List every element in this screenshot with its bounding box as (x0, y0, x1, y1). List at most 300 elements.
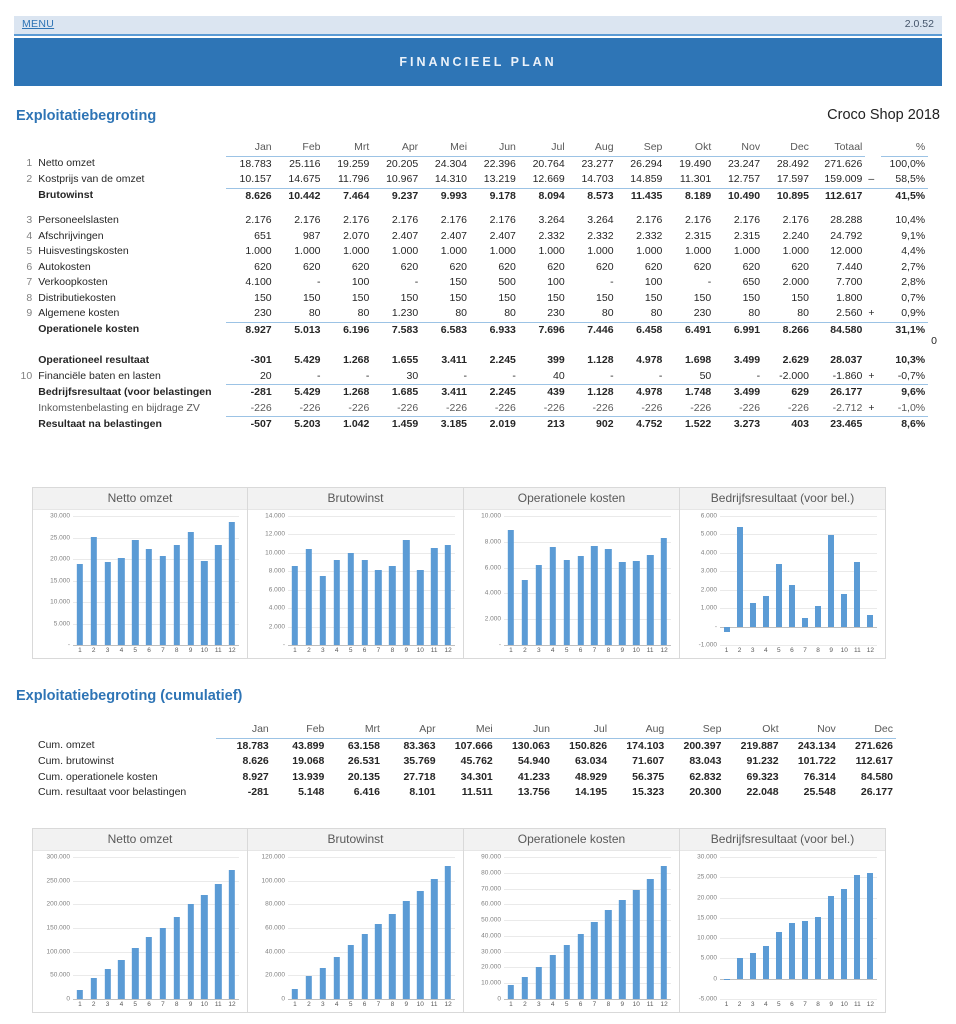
bar-slot (733, 516, 746, 645)
bar-slot (344, 857, 358, 999)
col-sep: Sep (667, 722, 724, 738)
table-row (16, 785, 896, 801)
bar-slot (330, 516, 344, 645)
cell-value: 403 (763, 417, 812, 433)
bar (508, 530, 514, 645)
bar (619, 900, 625, 999)
bar-slot (864, 857, 877, 999)
cell-value: 150 (351, 291, 370, 304)
col-label (35, 140, 226, 156)
bar (375, 570, 381, 645)
cell-value: 7.583 (372, 322, 421, 338)
cell-value: 620 (644, 260, 663, 273)
cell-value: 620 (351, 260, 370, 273)
bar (737, 958, 743, 979)
cell-value: -2.000 (779, 369, 809, 382)
bar-slot (518, 516, 532, 645)
cell-value: 987 (302, 229, 321, 242)
bar (737, 527, 743, 627)
cell-value: 11.435 (617, 188, 666, 204)
bar-slot (413, 516, 427, 645)
row-number: 10 (20, 369, 33, 382)
cell-value: -226 (543, 401, 565, 414)
bar-series (504, 857, 671, 999)
col-nov: Nov (782, 722, 839, 738)
bar (724, 979, 730, 980)
cell-value: 150 (596, 291, 614, 304)
cell-value: -281 (247, 786, 269, 798)
cell-value: 25.548 (803, 786, 836, 798)
x-tick-label: 7 (803, 647, 807, 654)
bar-slot (197, 516, 211, 645)
cell-value: 24.304 (434, 157, 468, 170)
plot-area (73, 857, 239, 999)
bar (229, 870, 235, 999)
cell-value: 25.116 (289, 157, 321, 170)
cell-value: 650 (742, 276, 761, 288)
bar-slot (225, 857, 239, 999)
cell-value: 7.696 (519, 322, 568, 338)
menu-link[interactable]: MENU (22, 18, 55, 30)
bar (724, 627, 730, 632)
x-tick-label: 10 (416, 647, 424, 654)
col-jan: Jan (216, 722, 272, 738)
chart-title: Operationele kosten (464, 488, 679, 510)
cell-value: 1.230 (391, 307, 419, 319)
bar (146, 937, 152, 999)
bar-slot (629, 857, 643, 999)
row-label: Cum. omzet (38, 739, 95, 752)
cell-value: 2.176 (684, 214, 712, 226)
cell-value: 150 (400, 291, 419, 304)
cell-sign (865, 213, 880, 229)
exploitatiebegroting-table (16, 140, 940, 433)
cell-percent: 10,3% (895, 354, 926, 366)
cell-value: 107.666 (439, 738, 496, 754)
cell-value: 3.185 (421, 417, 470, 433)
cell-value: 219.887 (724, 738, 781, 754)
bar (215, 884, 221, 999)
x-axis (288, 1001, 455, 1008)
x-tick-label: 1 (509, 1001, 513, 1008)
col-label (16, 722, 216, 738)
y-tick-label: - (67, 641, 70, 649)
cell-value: 15.323 (632, 786, 665, 798)
cell-value: 20.135 (347, 770, 380, 783)
col-feb: Feb (275, 140, 324, 156)
x-tick-label: 12 (660, 647, 668, 654)
cell-value: 150 (498, 291, 516, 304)
y-tick-label: 10.000 (50, 598, 70, 606)
x-tick-label: 7 (592, 1001, 597, 1008)
cell-value: 45.762 (460, 755, 493, 767)
row-number (16, 322, 35, 338)
bar (563, 560, 569, 645)
cell-total: 1.800 (836, 291, 863, 304)
cell-value: 150.826 (553, 738, 610, 754)
x-tick-label: 11 (853, 647, 861, 654)
cell-value: 19.068 (292, 755, 325, 767)
cell-value: 69.323 (746, 770, 779, 783)
bar (647, 879, 653, 999)
cell-value: 6.458 (617, 322, 666, 338)
y-tick-label: 0 (497, 995, 501, 1003)
bar-slot (825, 516, 838, 645)
cell-value: 14.675 (288, 173, 321, 185)
cell-value: 5.203 (275, 417, 324, 433)
row-number: 9 (26, 307, 33, 320)
bar-slot (184, 516, 198, 645)
x-tick-label: 9 (404, 1001, 409, 1008)
cell-value: 13.219 (483, 173, 516, 185)
cell-total: 24.792 (830, 229, 863, 242)
y-axis (254, 512, 288, 649)
x-tick-label: 6 (147, 1001, 151, 1008)
cell-value: 20 (259, 369, 272, 382)
x-tick-label: 11 (214, 647, 222, 654)
cell-value: 8.573 (568, 188, 617, 204)
col-rownum (16, 140, 35, 156)
table-row (16, 156, 940, 172)
bar (118, 558, 124, 645)
y-tick-label: 2.000 (484, 615, 501, 623)
cell-value: 83.043 (689, 755, 722, 767)
y-tick-label: 100.000 (46, 948, 70, 956)
x-tick-label: 3 (105, 1001, 110, 1008)
bar-slot (518, 857, 532, 999)
x-tick-label: 6 (147, 647, 151, 654)
cell-value: 150 (449, 291, 468, 304)
cell-value: 2.176 (245, 214, 272, 226)
cell-value: 150 (254, 291, 272, 304)
cell-value: 30 (406, 369, 419, 382)
cell-total: 84.580 (812, 322, 865, 338)
x-axis (73, 1001, 239, 1008)
cell-value: 14.859 (630, 173, 663, 185)
row-label: Financiële baten en lasten (38, 369, 161, 382)
bar-slot (372, 516, 386, 645)
cell-value: 2.245 (489, 354, 516, 366)
cell-value: 620 (254, 260, 272, 273)
x-tick-label: 3 (536, 1001, 541, 1008)
bar-slot (772, 516, 785, 645)
bar (536, 565, 542, 645)
bar (132, 540, 138, 645)
cell-value: 83.363 (383, 738, 439, 754)
y-tick-label: 0 (66, 995, 70, 1003)
col-jul: Jul (519, 140, 568, 156)
x-tick-label: 11 (646, 1001, 654, 1008)
bar-slot (601, 516, 615, 645)
section-title-exploitatiebegroting: Exploitatiebegroting (16, 108, 157, 124)
bar (91, 978, 97, 999)
x-axis (720, 1001, 877, 1008)
cell-value: 2.176 (489, 214, 516, 226)
bar-slot (441, 516, 455, 645)
y-tick-label: 25.000 (50, 534, 70, 541)
x-tick-label: 5 (348, 1001, 353, 1008)
chart-title: Brutowinst (248, 488, 463, 510)
cell-value: 56.375 (632, 770, 665, 783)
bar-slot (615, 516, 629, 645)
cell-sign (865, 229, 880, 245)
y-tick-label: 10.000 (481, 979, 501, 987)
y-tick-label: 90.000 (481, 853, 501, 861)
x-tick-label: 10 (840, 1001, 848, 1008)
x-tick-label: 9 (404, 647, 409, 654)
cell-value: 4.752 (617, 417, 666, 433)
cell-value: 10.442 (275, 188, 324, 204)
cell-value: 80 (455, 307, 468, 319)
bar (802, 618, 808, 626)
y-tick-label: 80.000 (481, 869, 501, 877)
cell-value: 62.832 (689, 770, 722, 783)
cell-value: 6.491 (665, 322, 714, 338)
row-number: 6 (26, 260, 33, 273)
bar-slot (399, 516, 413, 645)
cell-value: 13.939 (292, 770, 325, 783)
row-number: 8 (26, 291, 33, 304)
cell-value: -226 (250, 401, 272, 414)
cell-sign: – (868, 173, 875, 185)
table-row (16, 754, 896, 770)
col-apr: Apr (372, 140, 421, 156)
x-tick-label: 1 (724, 647, 729, 654)
cell-value: 14.195 (574, 786, 608, 798)
bar (750, 603, 756, 626)
x-tick-label: 7 (376, 1001, 381, 1008)
cell-sign (865, 385, 880, 401)
chart-title: Bedrijfsresultaat (voor bel.) (680, 488, 885, 510)
bar-slot (812, 516, 825, 645)
cell-value: 7.464 (324, 188, 373, 204)
bar-slot (142, 516, 156, 645)
bar (292, 989, 298, 999)
bar-slot (87, 857, 101, 999)
row-number: 7 (26, 276, 33, 288)
col-feb: Feb (272, 722, 328, 738)
cell-value: 1.000 (343, 245, 370, 257)
bar (389, 914, 395, 999)
bar-slot (101, 516, 115, 645)
chart-monthly-brutowinst (248, 487, 464, 659)
cell-value: 5.429 (294, 354, 321, 366)
cell-value: 5.429 (275, 385, 324, 401)
col-dec: Dec (763, 140, 812, 156)
y-tick-label: 10.000 (481, 512, 501, 520)
cell-value: 2.176 (782, 214, 809, 226)
y-axis (39, 853, 73, 1003)
cell-value: -226 (690, 401, 712, 414)
chart-monthly-operationele-kosten (464, 487, 680, 659)
row-number (16, 353, 35, 369)
chart-title: Operationele kosten (464, 829, 679, 851)
x-axis (504, 647, 671, 654)
cell-value: 6.196 (324, 322, 373, 338)
row-number (16, 417, 35, 433)
cell-total: 271.626 (824, 157, 863, 170)
cell-value: 6.933 (470, 322, 519, 338)
cell-percent: -0,7% (897, 369, 926, 382)
bar-series (288, 857, 455, 999)
bar (118, 960, 124, 999)
bar-slot (825, 857, 838, 999)
bar-slot (413, 857, 427, 999)
cell-sign (865, 353, 880, 369)
y-tick-label: 15.000 (50, 577, 70, 584)
row-label: Distributiekosten (38, 291, 116, 304)
bar-slot (657, 857, 671, 999)
zero-axis-line (504, 645, 671, 646)
cell-value: 2.315 (684, 229, 712, 242)
cell-value: 6.583 (421, 322, 470, 338)
cell-value: 10.895 (763, 188, 812, 204)
cell-value: -226 (446, 401, 468, 414)
x-tick-label: 5 (777, 647, 781, 654)
bar (306, 976, 312, 999)
x-tick-label: 9 (829, 647, 833, 654)
x-tick-label: 8 (816, 1001, 820, 1008)
bar (320, 576, 326, 645)
x-tick-label: 5 (777, 1001, 781, 1008)
bar (867, 615, 873, 627)
y-axis (470, 512, 504, 649)
bar-slot (427, 516, 441, 645)
bar (854, 562, 860, 626)
cell-value: 10.967 (386, 173, 419, 185)
x-tick-label: 8 (606, 1001, 611, 1008)
bar-slot (838, 857, 851, 999)
bar-slot (798, 516, 811, 645)
bar-slot (427, 857, 441, 999)
bar-slot (288, 857, 302, 999)
bar-slot (211, 516, 225, 645)
cell-value: 629 (763, 385, 812, 401)
cell-value: 26.177 (860, 786, 893, 798)
x-tick-label: 4 (334, 647, 339, 654)
version-label: 2.0.52 (904, 18, 934, 30)
cell-value: 1.698 (684, 354, 712, 366)
x-tick-label: 11 (430, 1001, 438, 1008)
bar (789, 923, 795, 979)
cell-total: 28.288 (830, 214, 863, 226)
banner-title: FINANCIEEL PLAN (399, 55, 557, 69)
cell-value: 8.626 (242, 755, 269, 767)
y-tick-label: 10.000 (697, 934, 717, 942)
cell-value: 63.034 (574, 755, 608, 767)
cell-value: -226 (299, 401, 321, 414)
cell-value: 2.240 (782, 229, 809, 242)
cell-value: 150 (302, 291, 321, 304)
row-number (16, 188, 35, 204)
cell-value: -226 (397, 401, 419, 414)
cell-value: 1.459 (372, 417, 421, 433)
bar-slot (546, 857, 560, 999)
cell-value: 17.597 (776, 173, 809, 185)
bar (577, 556, 583, 645)
bar-slot (156, 857, 170, 999)
bar (132, 948, 138, 999)
x-tick-label: 7 (803, 1001, 807, 1008)
zero-axis-line (73, 999, 239, 1000)
bar-slot (812, 857, 825, 999)
cell-value: 620 (791, 260, 809, 273)
bar-slot (73, 516, 87, 645)
chart-title: Netto omzet (33, 488, 247, 510)
cell-value: 2.176 (391, 214, 419, 226)
x-tick-label: 10 (840, 647, 848, 654)
cell-value: 3.499 (733, 354, 761, 366)
row-label: Afschrijvingen (38, 229, 104, 242)
cell-value: 1.000 (489, 245, 516, 257)
bar (334, 957, 340, 999)
x-tick-label: 11 (430, 647, 438, 654)
bar-slot (546, 516, 560, 645)
bar-slot (785, 857, 798, 999)
stray-value: 0 (931, 335, 937, 347)
x-tick-label: 10 (200, 1001, 208, 1008)
bar-slot (798, 857, 811, 999)
y-tick-label: 30.000 (697, 853, 717, 861)
bar-slot (128, 516, 142, 645)
x-axis (288, 647, 455, 654)
cell-value: 3.499 (714, 385, 763, 401)
cell-value: 80 (357, 307, 370, 319)
bar-slot (330, 857, 344, 999)
table-row (16, 353, 940, 369)
x-tick-label: 12 (444, 647, 452, 654)
cell-value: 8.189 (665, 188, 714, 204)
cell-value: 100 (644, 276, 663, 288)
x-tick-label: 8 (174, 647, 179, 654)
y-tick-label: 20.000 (265, 971, 285, 979)
x-tick-label: 7 (161, 647, 165, 654)
x-tick-label: 3 (320, 1001, 325, 1008)
y-tick-label: -5.000 (698, 995, 717, 1003)
col-jun: Jun (496, 722, 553, 738)
x-tick-label: 1 (293, 1001, 297, 1008)
cell-percent: 0,7% (901, 291, 926, 304)
bar-slot (838, 516, 851, 645)
bar-slot (184, 857, 198, 999)
cell-value: 23.247 (727, 157, 761, 170)
bar (633, 561, 639, 645)
table-row (16, 322, 940, 338)
cell-sign (865, 156, 880, 172)
y-tick-label: 12.000 (265, 530, 285, 538)
bar (750, 953, 756, 979)
bar-slot (851, 857, 864, 999)
cell-value: 2.407 (440, 229, 468, 242)
bar (403, 540, 409, 645)
x-axis (504, 1001, 671, 1008)
bar (605, 549, 611, 645)
bar-slot (864, 516, 877, 645)
cell-value: 1.000 (684, 245, 712, 257)
cell-total: 7.440 (836, 260, 863, 273)
cell-total: 2.560 (836, 307, 863, 319)
cell-value: 1.000 (733, 245, 761, 257)
bar-slot (170, 857, 184, 999)
cell-value: 26.294 (630, 157, 663, 170)
bar (417, 891, 423, 999)
cell-value: 620 (449, 260, 468, 273)
cell-value: 3.264 (538, 214, 565, 226)
y-tick-label: 6.000 (700, 512, 717, 520)
bar-slot (574, 857, 588, 999)
cell-value: 1.128 (587, 354, 614, 366)
cell-total: 23.465 (812, 417, 865, 433)
